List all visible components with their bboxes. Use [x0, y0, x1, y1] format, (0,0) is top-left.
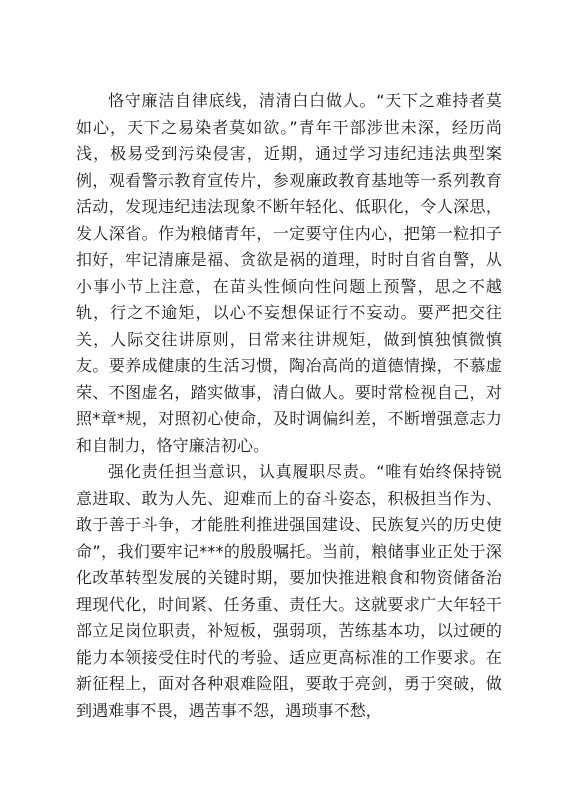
- paragraph-responsibility: 强化责任担当意识，认真履职尽责。“唯有始终保持锐意进取、敢为人先、迎难而上的奋斗姿态，积极担当作为、敢于善于斗争，才能胜利推进强国建设、民族复兴的历史使命”，我们要牢记***的殷殷嘱托。当前，粮储事业正处于深化改革转型发展的关键时期，要加快推进粮食和物资储备治理现代化，时间紧、任务重、责任大。这就要求广大年轻干部立足岗位职责，补短板，强弱项，苦练基本功，以过硬的能力本领接受住时代的考验、适应更高标准的工作要求。在新征程上，面对各种艰难险阻，要敢于亮剑，勇于突破，做到遇难事不畏，遇苦事不怨，遇琐事不愁，: [76, 462, 502, 720]
- paragraph-integrity: 恪守廉洁自律底线，清清白白做人。“天下之难持者莫如心，天下之易染者莫如欲。”青年干部涉世未深，经历尚浅，极易受到污染侵害，近期，通过学习违纪违法典型案例，观看警示教育宣传片，参观廉政教育基地等一系列教育活动，发现违纪违法现象不断年轻化、低职化，令人深思，发人深省。作为粮储青年，一定要守住内心，把第一粒扣子扣好，牢记清廉是福、贪欲是祸的道理，时时自省自警，从小事小节上注意，在苗头性倾向性问题上预警，思之不越轨，行之不逾矩，以心不妄想保证行不妄动。要严把交往关，人际交往讲原则，日常来往讲规矩，做到慎独慎微慎友。要养成健康的生活习惯，陶冶高尚的道德情操，不慕虚荣、不图虚名，踏实做事，清白做人。要时常检视自己，对照*章*规，对照初心使命，及时调偏纠差，不断增强意志力和自制力，恪守廉洁初心。: [76, 91, 502, 455]
- document-body: [76, 88, 502, 724]
